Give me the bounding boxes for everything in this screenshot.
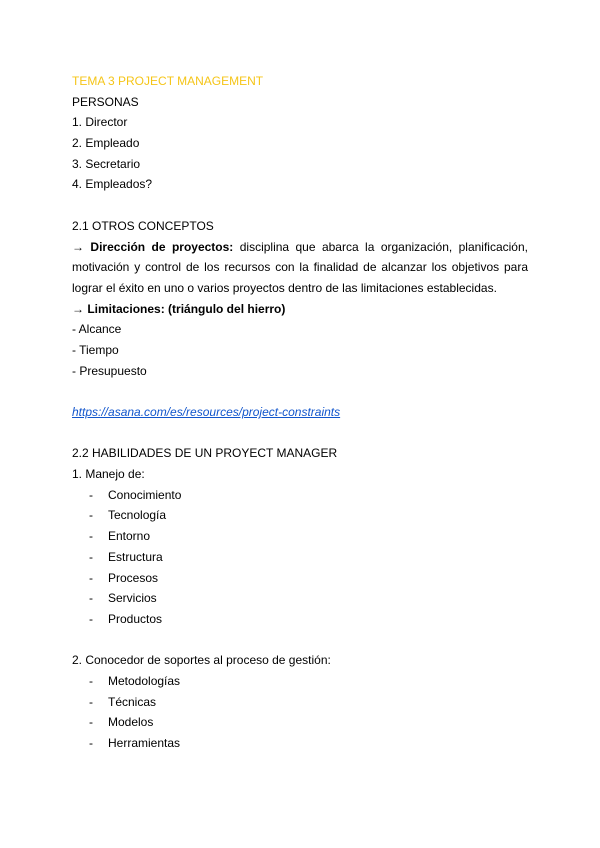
- list-item-label: Servicios: [108, 591, 157, 606]
- dash-bullet: -: [89, 487, 93, 502]
- dash-bullet: -: [89, 694, 93, 709]
- dash-bullet: -: [89, 591, 93, 606]
- personas-item: 2. Empleado: [72, 136, 140, 151]
- list-item: [72, 671, 528, 692]
- list-item: [72, 485, 528, 506]
- list1-heading: 1. Manejo de:: [72, 467, 145, 482]
- list-item-label: Tecnología: [108, 508, 167, 523]
- list-item: [72, 568, 528, 589]
- dash-bullet: -: [89, 508, 93, 523]
- dash-bullet: -: [89, 715, 93, 730]
- section-21-heading: 2.1 OTROS CONCEPTOS: [72, 218, 214, 233]
- list-item: [72, 733, 528, 754]
- list-item: [72, 505, 528, 526]
- limitacion-item: - Alcance: [72, 322, 122, 337]
- dash-bullet: -: [89, 736, 93, 751]
- personas-heading: PERSONAS: [72, 94, 139, 109]
- dash-bullet: -: [89, 529, 93, 544]
- list-item-label: Productos: [108, 611, 163, 626]
- arrow-icon: →: [72, 239, 84, 254]
- direccion-text: disciplina que abarca la organización, planificación, motivación y control de los recursos con la finalidad de alcanzar los objetivos para lograr el éxito en uno o varios proyectos dentro de las limitaciones establecidas.: [72, 239, 528, 295]
- spacer: [72, 195, 528, 216]
- personas-item: 1. Director: [72, 115, 128, 130]
- dash-bullet: -: [89, 673, 93, 688]
- dash-bullet: -: [89, 611, 93, 626]
- link-line: [72, 402, 528, 423]
- dash-bullet: -: [89, 549, 93, 564]
- list-item-label: Procesos: [108, 570, 159, 585]
- limitacion-item: - Presupuesto: [72, 363, 147, 378]
- list-item-label: Herramientas: [108, 736, 181, 751]
- spacer: [72, 630, 528, 651]
- list-item-label: Metodologías: [108, 673, 181, 688]
- personas-item: 3. Secretario: [72, 156, 141, 171]
- arrow-icon: →: [72, 301, 84, 316]
- limitacion-item: - Tiempo: [72, 342, 119, 357]
- limitaciones-term: Limitaciones: (triángulo del hierro): [87, 301, 286, 316]
- personas-item: 4. Empleados?: [72, 177, 153, 192]
- spacer: [72, 381, 528, 402]
- list-item-label: Técnicas: [108, 694, 157, 709]
- section-22-heading: 2.2 HABILIDADES DE UN PROYECT MANAGER: [72, 446, 338, 461]
- list-item-label: Conocimiento: [108, 487, 182, 502]
- list2: [72, 671, 528, 754]
- dash-bullet: -: [89, 570, 93, 585]
- spacer: [72, 423, 528, 444]
- direccion-term: Dirección de proyectos:: [90, 239, 234, 254]
- list-item-label: Estructura: [108, 549, 163, 564]
- list-item: [72, 526, 528, 547]
- direccion-paragraph: [72, 237, 528, 299]
- list-item-label: Entorno: [108, 529, 151, 544]
- list-item: [72, 712, 528, 733]
- list-item: [72, 588, 528, 609]
- list1: [72, 485, 528, 630]
- list-item: [72, 692, 528, 713]
- document-title: TEMA 3 PROJECT MANAGEMENT: [72, 74, 264, 88]
- asana-link[interactable]: https://asana.com/es/resources/project-constraints: [72, 405, 341, 420]
- list-item: [72, 609, 528, 630]
- list2-heading: 2. Conocedor de soportes al proceso de gestión:: [72, 653, 331, 668]
- list-item-label: Modelos: [108, 715, 154, 730]
- list-item: [72, 547, 528, 568]
- limitaciones-line: [72, 299, 528, 320]
